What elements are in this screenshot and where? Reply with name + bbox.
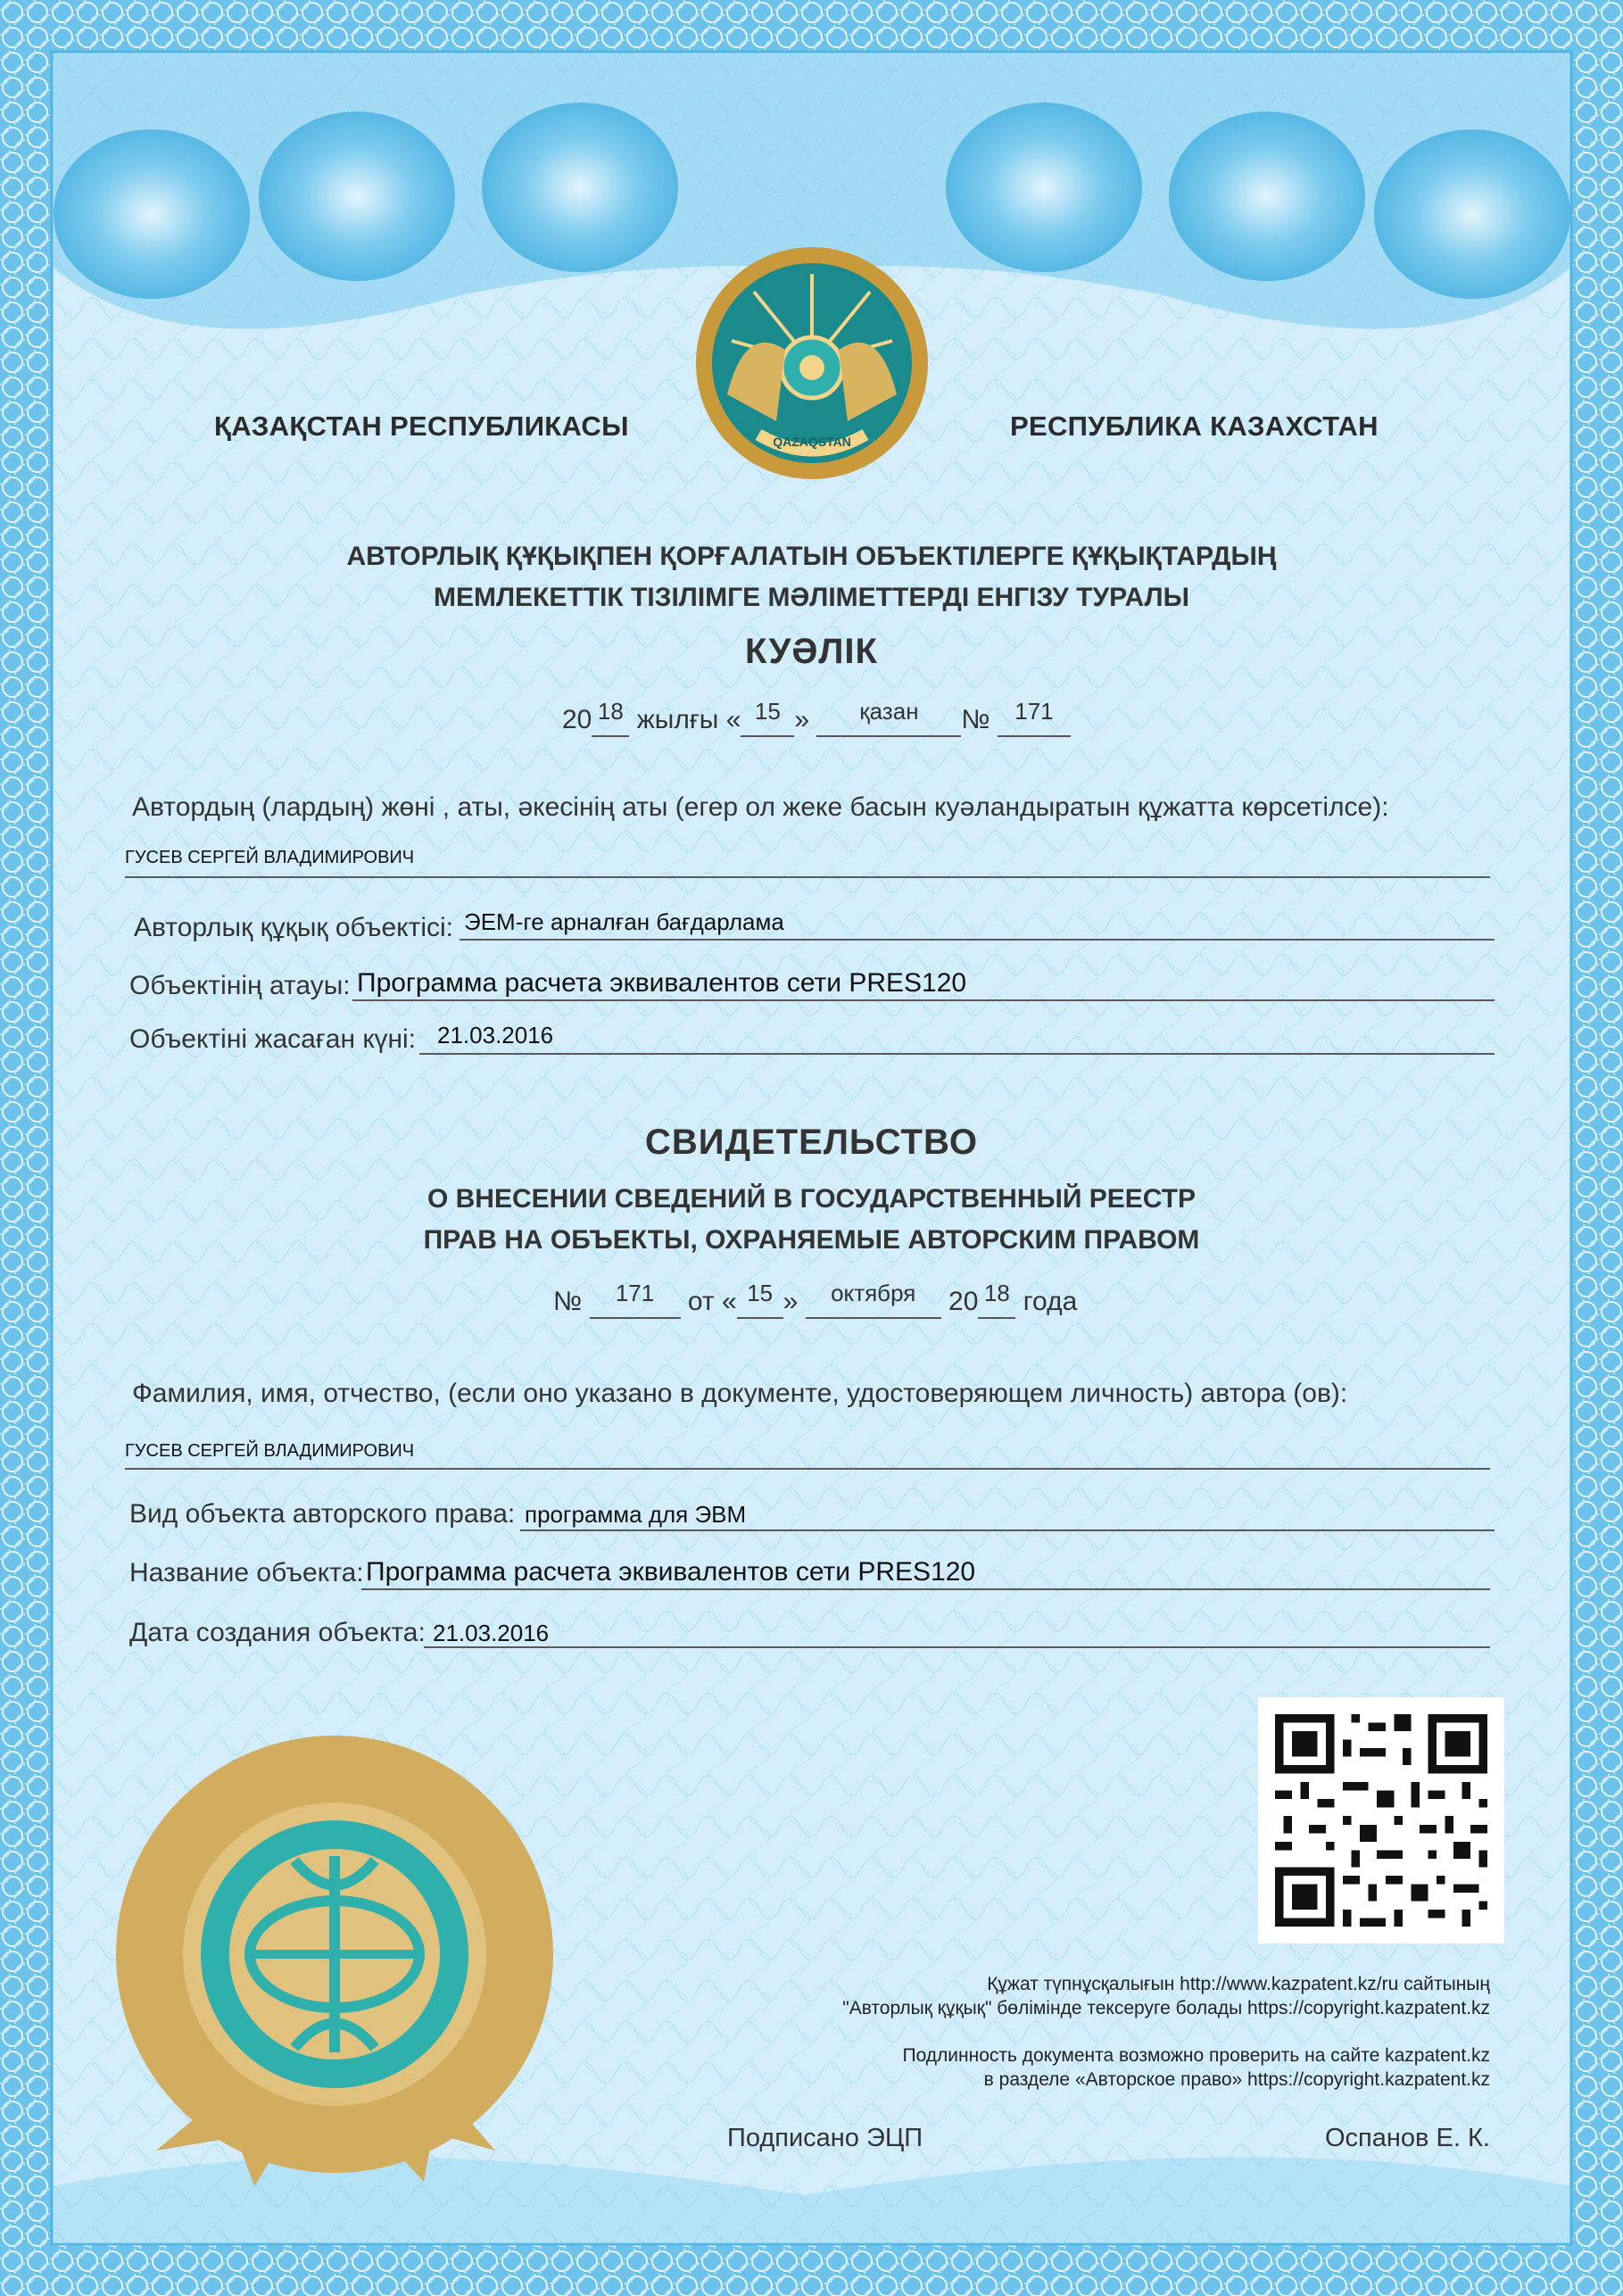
signed-ecp: Подписано ЭЦП: [727, 2124, 923, 2152]
kz-year-field: [592, 698, 629, 737]
kz-day-value: 15: [754, 698, 781, 725]
kz-object-name-value: Программа расчета эквивалентов сети PRES120: [357, 968, 967, 998]
ru-object-type-label: Вид объекта авторского права:: [129, 1499, 516, 1529]
kz-month-value: қазан: [859, 698, 919, 725]
ru-number-sign: №: [553, 1287, 583, 1316]
kz-month-field: [816, 698, 961, 737]
kz-number-value: 171: [1014, 698, 1054, 725]
ru-year-word: года: [1023, 1287, 1078, 1316]
kz-doc-name: КУӘЛІК: [745, 632, 878, 671]
kz-date-number-line: [562, 698, 1071, 737]
kz-created-value: 21.03.2016: [437, 1022, 554, 1049]
ru-number-value: 171: [615, 1280, 655, 1306]
kz-year-prefix: 20: [562, 705, 592, 734]
kz-object-type-label: Авторлық құқық объектісі:: [134, 913, 454, 942]
kz-number-sign: №: [961, 705, 990, 734]
ru-doc-name: СВИДЕТЕЛЬСТВО: [645, 1123, 978, 1162]
kz-author-label: Автордың (лардың) жөні , аты, әкесінің аты (егер ол жеке басын куәландыратын құжатта көрсетілсе):: [132, 792, 1389, 822]
ru-title-line2: ПРАВ НА ОБЪЕКТЫ, ОХРАНЯЕМЫЕ АВТОРСКИМ ПРАВОМ: [423, 1225, 1200, 1255]
ru-number-field: [590, 1280, 681, 1319]
kz-object-type-value: ЭЕМ-ге арналған бағдарлама: [464, 908, 784, 935]
ru-object-name-value: Программа расчета эквивалентов сети PRES120: [366, 1557, 976, 1587]
header-country-kz: ҚАЗАҚСТАН РЕСПУБЛИКАСЫ: [214, 410, 629, 442]
kz-number-field: [998, 698, 1071, 737]
verify-kz-line1: Құжат түпнұсқалығын http://www.kazpatent.kz/ru сайтының: [987, 1974, 1490, 1994]
ru-created-label: Дата создания объекта:: [129, 1618, 426, 1647]
verify-ru-line1: Подлинность документа возможно проверить на сайте kazpatent.kz: [902, 2045, 1490, 2066]
qr-code-icon: [1258, 1697, 1504, 1944]
ru-title-line1: О ВНЕСЕНИИ СВЕДЕНИЙ В ГОСУДАРСТВЕННЫЙ РЕЕСТР: [426, 1184, 1197, 1214]
state-emblem: [691, 243, 932, 484]
ru-day-field: [737, 1280, 783, 1319]
ru-author-label: Фамилия, имя, отчество, (если оно указано в документе, удостоверяющем личность) автора (ов):: [132, 1379, 1348, 1408]
kz-day-field: [741, 698, 794, 737]
ru-month-field: [806, 1280, 941, 1319]
ru-object-name-label: Название объекта:: [129, 1558, 364, 1587]
ru-object-type-value: программа для ЭВМ: [525, 1501, 747, 1528]
ru-year-value: 18: [983, 1280, 1010, 1306]
kz-author-value: ГУСЕВ СЕРГЕЙ ВЛАДИМИРОВИЧ: [125, 848, 415, 867]
ru-year-prefix: 20: [948, 1287, 979, 1316]
ru-created-value: 21.03.2016: [433, 1620, 550, 1646]
ru-author-value: ГУСЕВ СЕРГЕЙ ВЛАДИМИРОВИЧ: [125, 1441, 415, 1461]
ru-quote-close: »: [783, 1287, 799, 1316]
verify-kz-line2: "Авторлық құқық" бөлімінде тексеруге болады https://copyright.kazpatent.kz: [842, 1998, 1490, 2018]
qr-code: [1258, 1697, 1504, 1944]
ru-from-word: от «: [687, 1287, 737, 1316]
kz-year-value: 18: [597, 698, 624, 725]
kz-object-name-label: Объектінің атауы:: [129, 971, 351, 1000]
institute-seal: [103, 1731, 567, 2195]
verify-kz: [803, 1972, 1490, 2020]
kz-quote-close: »: [794, 705, 810, 734]
header-country-ru: РЕСПУБЛИКА КАЗАХСТАН: [1010, 410, 1379, 442]
kz-created-label: Объектіні жасаған күні:: [129, 1024, 417, 1054]
kz-title-line2: МЕМЛЕКЕТТІК ТІЗІЛІМГЕ МӘЛІМЕТТЕРДІ ЕНГІЗУ ТУРАЛЫ: [434, 583, 1189, 612]
signatory-name: Оспанов Е. К.: [1325, 2124, 1490, 2152]
verify-ru: [803, 2043, 1490, 2092]
ru-number-date-line: [553, 1280, 1078, 1319]
ru-year-field: [978, 1280, 1015, 1319]
verify-ru-line2: в разделе «Авторское право» https://copyright.kazpatent.kz: [983, 2069, 1490, 2090]
ru-month-value: октября: [831, 1280, 916, 1306]
kz-title-line1: АВТОРЛЫҚ ҚҰҚЫҚПЕН ҚОРҒАЛАТЫН ОБЪЕКТІЛЕРГЕ ҚҰҚЫҚТАРДЫҢ: [346, 542, 1277, 571]
kz-year-word: жылғы «: [636, 705, 741, 734]
ru-day-value: 15: [747, 1280, 774, 1306]
emblem-text: QAZAQSTAN: [773, 435, 851, 449]
